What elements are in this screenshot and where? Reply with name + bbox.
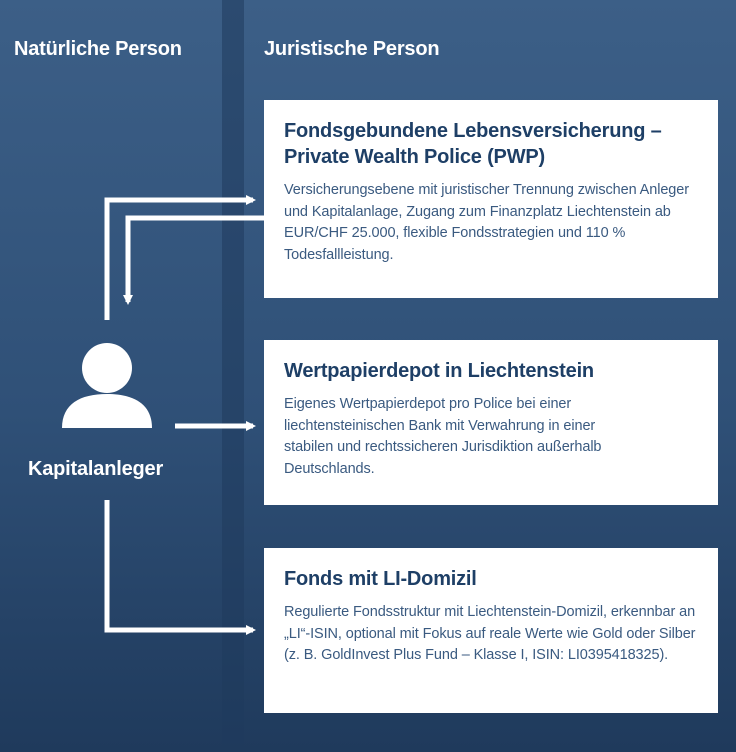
card-pwp-title: Fondsgebundene Lebensversicherung – Private Wealth Police (PWP) <box>284 120 662 168</box>
column-heading-natural-person: Natürliche Person <box>14 38 182 60</box>
card-securities-depot <box>264 340 718 505</box>
arrow-investor-to-fund <box>107 500 253 630</box>
card-pwp-text: Versicherungsebene mit juristischer Trennung zwischen Anleger und Kapitalanlage, Zugang zum Finanzplatz Liechtenstein ab EUR/CHF 25.000, flexible Fondsstrategien und 110 % Todesfallleistung. <box>284 182 689 263</box>
card-li-fund <box>264 548 718 713</box>
card-fund-title: Fonds mit LI-Domizil <box>284 568 477 590</box>
card-fund-text: Regulierte Fondsstruktur mit Liechtenstein-Domizil, erkennbar an „LI“-ISIN, optional mit Fokus auf reale Werte wie Gold oder Silber (z. B. GoldInvest Plus Fund – Klasse I, ISIN: LI0395418325). <box>284 604 696 663</box>
arrow-pwp-to-investor <box>128 218 264 302</box>
card-depot-text: Eigenes Wertpapierdepot pro Police bei einer liechtensteinischen Bank mit Verwahrung in einer stabilen und rechtssicheren Jurisdiktion außerhalb Deutschlands. <box>284 396 602 477</box>
card-depot-title: Wertpapierdepot in Liechtenstein <box>284 360 594 382</box>
column-heading-legal-person: Juristische Person <box>264 38 440 60</box>
person-icon <box>62 343 152 428</box>
investor-label: Kapitalanleger <box>28 458 164 480</box>
card-pwp <box>264 100 718 298</box>
